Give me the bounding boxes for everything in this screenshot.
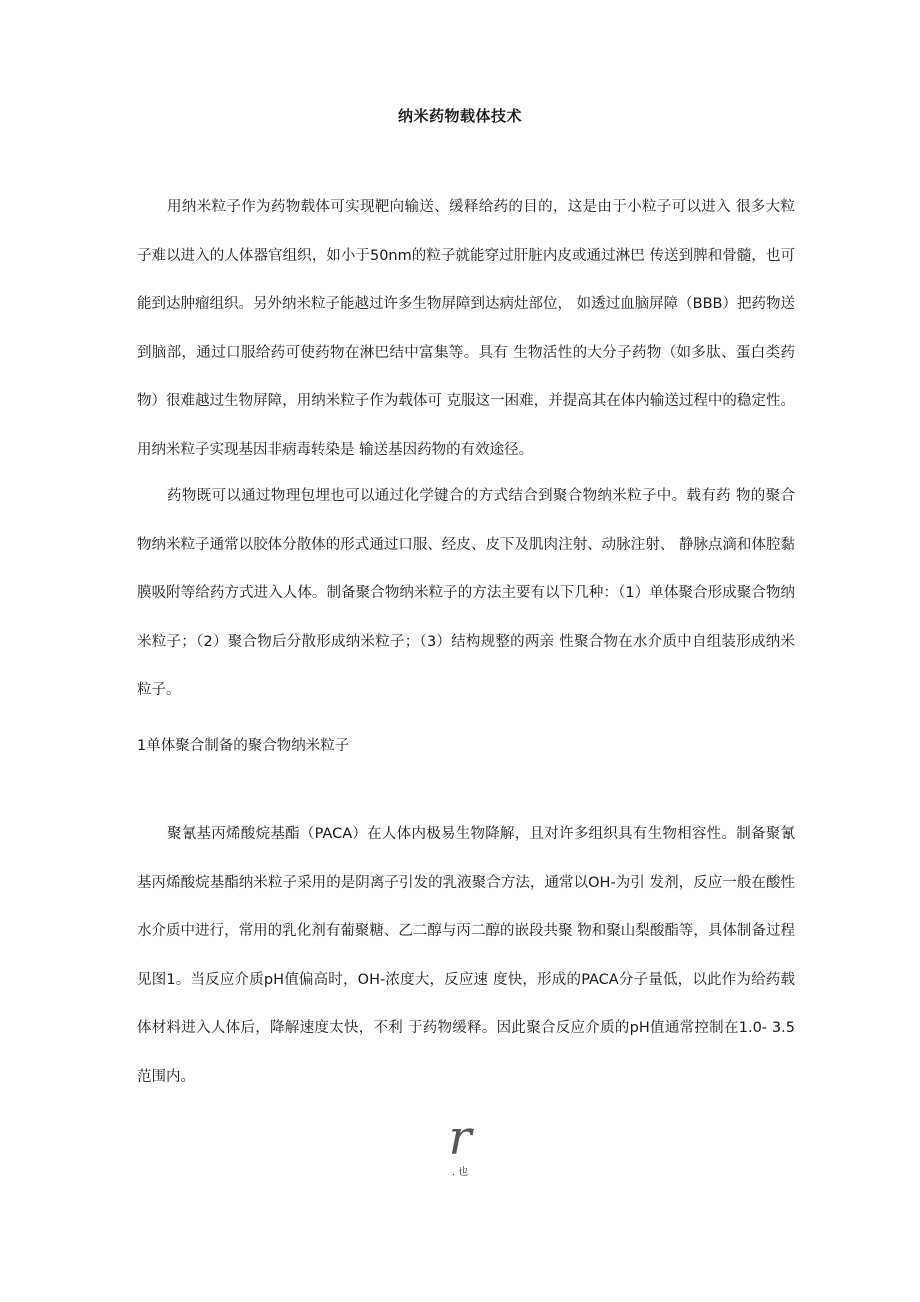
paragraph-methods: 药物既可以通过物理包埋也可以通过化学键合的方式结合到聚合物纳米粒子中。载有药 物的聚合物纳米粒子通常以胶体分散体的形式通过口服、经皮、皮下及肌肉注射、动脉注射、 静脉点滴和体腔黏膜吸附等给药方式进入人体。制备聚合物纳米粒子的方法主要有以下几种：（1）单体聚合形成聚合物纳米粒子；（2）聚合物后分散形成纳米粒子；（3）结构规整的两亲 性聚合物在水介质中自组装形成纳米粒子。 xyxy=(137,488,795,698)
section-heading: 1单体聚合制备的聚合物纳米粒子 xyxy=(137,738,350,754)
paragraph-paca: 聚氰基丙烯酸烷基酯（PACA）在人体内极易生物降解，且对许多组织具有生物相容性。制备聚氰基丙烯酸烷基酯纳米粒子采用的是阴离子引发的乳液聚合方法，通常以OH-为引 发剂，反应一般在酸性水介质中进行，常用的乳化剂有葡聚糖、乙二醇与丙二醇的嵌段共聚 物和聚山梨酸酯等，具体制备过程见图1。当反应介质pH值偏高时，OH-浓度大，反应速 度快，形成的PACA分子量低，以此作为给药载体材料进入人体后，降解速度太快，不利 于药物缓释。因此聚合反应介质的pH值通常控制在1.0- 3.5范围内。 xyxy=(137,826,795,1085)
document-title: 纳米药物载体技术 xyxy=(397,107,522,125)
figure-glyph: r xyxy=(448,1110,472,1166)
paragraph-intro: 用纳米粒子作为药物载体可实现靶向输送、缓释给药的目的，这是由于小粒子可以进入 很多大粒子难以进入的人体器官组织，如小于50nm的粒子就能穿过肝脏内皮或通过淋巴 传送到脾和骨髓，也可能到达肿瘤组织。另外纳米粒子能越过许多生物屏障到达病灶部位， 如透过血脑屏障（BBB）把药物送到脑部，通过口服给药可使药物在淋巴结中富集等。具有 生物活性的大分子药物（如多肽、蛋白类药物）很难越过生物屏障，用纳米粒子作为载体可 克服这一困难，并提高其在体内输送过程中的稳定性。用纳米粒子实现基因非病毒转染是 输送基因药物的有效途径。 xyxy=(137,199,795,458)
figure-caption: . 也 xyxy=(451,1167,469,1178)
figure-fragment xyxy=(0,1110,920,1180)
